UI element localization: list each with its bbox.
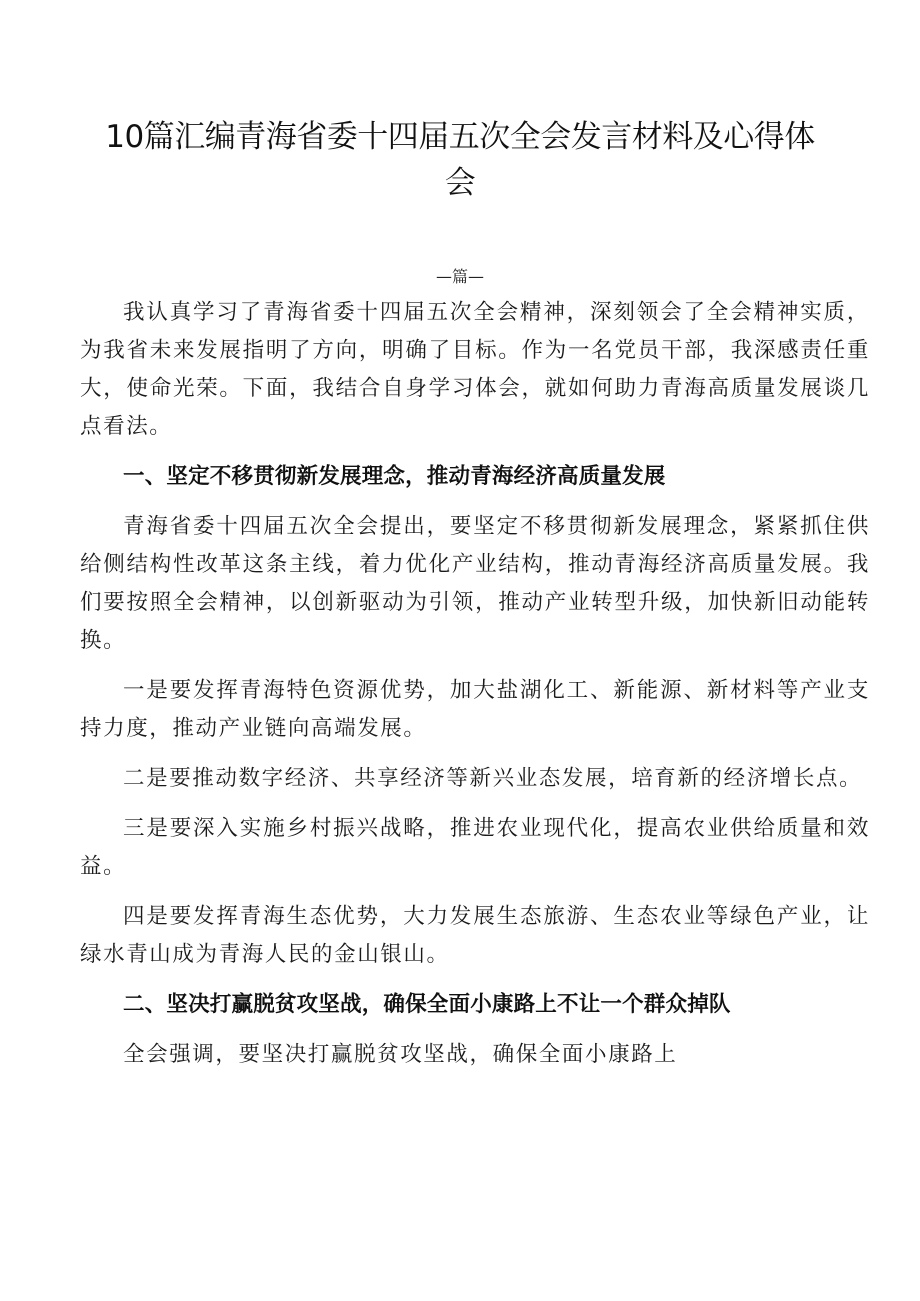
document-body <box>80 294 870 1086</box>
document-title: 10篇汇编青海省委十四届五次全会发言材料及心得体会 <box>105 119 815 201</box>
section-marker: —篇— <box>435 267 484 286</box>
body-paragraph: 四是要发挥青海生态优势，大力发展生态旅游、生态农业等绿色产业，让绿水青山成为青海人民的金山银山。 <box>80 904 870 967</box>
body-paragraph: 三是要深入实施乡村振兴战略，推进农业现代化，提高农业供给质量和效益。 <box>80 816 870 879</box>
section-heading-1: 一、坚定不移贯彻新发展理念，推动青海经济高质量发展 <box>123 464 666 489</box>
body-paragraph: 青海省委十四届五次全会提出，要坚定不移贯彻新发展理念，紧紧抓住供给侧结构性改革这条主线，着力优化产业结构，推动青海经济高质量发展。我们要按照全会精神，以创新驱动为引领，推动产业转型升级，加快新旧动能转换。 <box>80 514 870 653</box>
section-heading-2: 二、坚决打赢脱贫攻坚战，确保全面小康路上不让一个群众掉队 <box>123 992 731 1017</box>
intro-paragraph: 我认真学习了青海省委十四届五次全会精神，深刻领会了全会精神实质，为我省未来发展指明了方向，明确了目标。作为一名党员干部，我深感责任重大，使命光荣。下面，我结合自身学习体会，就如何助力青海高质量发展谈几点看法。 <box>80 300 870 439</box>
body-paragraph: 一是要发挥青海特色资源优势，加大盐湖化工、新能源、新材料等产业支持力度，推动产业链向高端发展。 <box>80 678 870 741</box>
body-paragraph: 二是要推动数字经济、共享经济等新兴业态发展，培育新的经济增长点。 <box>123 766 863 791</box>
body-paragraph: 全会强调，要坚决打赢脱贫攻坚战，确保全面小康路上 <box>123 1042 678 1067</box>
